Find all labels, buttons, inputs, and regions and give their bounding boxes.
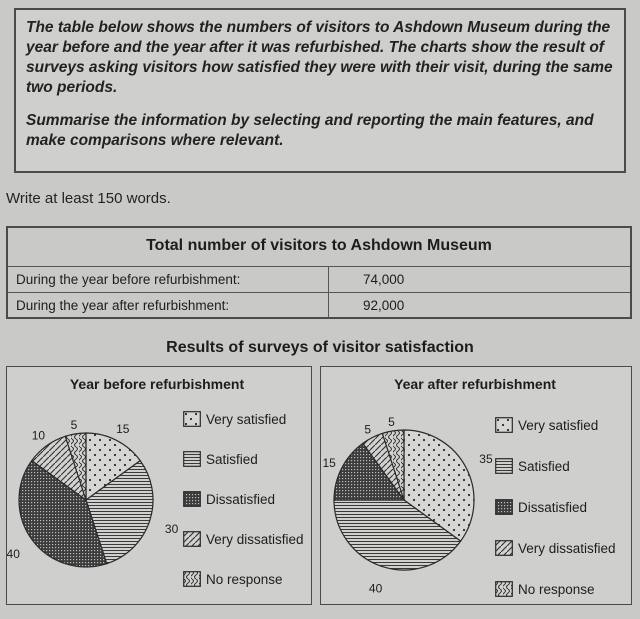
legend-label: Very satisfied — [518, 417, 599, 433]
table-row-value: 92,000 — [363, 298, 405, 313]
table-title: Total number of visitors to Ashdown Museum — [8, 228, 630, 267]
data-label: 30 — [164, 521, 179, 536]
chart-title: Year after refurbishment — [394, 376, 556, 392]
legend-swatch — [495, 417, 513, 433]
table-row — [8, 293, 630, 318]
legend-swatch — [183, 411, 201, 427]
pie-chart — [321, 367, 633, 606]
legend-swatch — [495, 540, 513, 556]
legend-item-dissatisfied — [495, 499, 587, 515]
legend-label: Dissatisfied — [518, 499, 588, 515]
legend-swatch — [183, 531, 201, 547]
chart-panel-after — [320, 366, 632, 605]
data-label: 35 — [479, 452, 493, 467]
legend-item-no-response — [183, 571, 283, 587]
legend-item-very-dissatisfied — [495, 540, 616, 556]
legend-label: Very dissatisfied — [518, 540, 616, 556]
data-label: 15 — [116, 421, 130, 436]
legend-label: No response — [518, 581, 595, 597]
task-prompt-box — [14, 8, 626, 173]
legend-swatch — [495, 458, 513, 474]
word-count-instruction: Write at least 150 words. — [6, 190, 171, 207]
legend-item-very-satisfied — [183, 411, 286, 427]
data-label: 40 — [7, 546, 20, 561]
legend-label: Very dissatisfied — [206, 531, 304, 547]
legend-item-dissatisfied — [183, 491, 275, 507]
legend-label: Very satisfied — [206, 411, 287, 427]
data-label: 40 — [368, 581, 383, 596]
legend-swatch — [183, 571, 201, 587]
legend-swatch — [495, 581, 513, 597]
table-row — [8, 267, 630, 293]
legend-label: Satisfied — [518, 458, 570, 474]
legend-label: Satisfied — [206, 451, 258, 467]
table-row-label: During the year after refurbishment: — [8, 293, 329, 318]
chart-panel-before — [6, 366, 312, 605]
legend-item-satisfied — [183, 451, 258, 467]
data-label: 5 — [388, 414, 395, 429]
legend-label: No response — [206, 571, 283, 587]
table-row-label: During the year before refurbishment: — [8, 267, 329, 292]
data-label: 10 — [31, 428, 46, 443]
surveys-title: Results of surveys of visitor satisfaction — [166, 339, 474, 356]
visitor-table — [6, 226, 632, 319]
task-instruction: Summarise the information by selecting and reporting the main features, and make comparisons where relevant. — [26, 112, 594, 149]
legend-item-no-response — [495, 581, 595, 597]
task-description: The table below shows the numbers of visitors to Ashdown Museum during the year before and the year after it was refurbished. The charts show the result of surveys asking visitors how satisfied they were with their visit, during the same two periods. — [26, 19, 613, 96]
data-label: 5 — [364, 422, 372, 437]
legend-swatch — [495, 499, 513, 515]
data-label: 5 — [70, 417, 78, 432]
table-row-value: 74,000 — [363, 272, 405, 287]
legend-item-very-satisfied — [495, 417, 598, 433]
legend-item-satisfied — [495, 458, 570, 474]
legend-swatch — [183, 451, 201, 467]
legend-swatch — [183, 491, 201, 507]
legend-item-very-dissatisfied — [183, 531, 304, 547]
data-label: 15 — [322, 455, 336, 470]
legend-label: Dissatisfied — [206, 491, 276, 507]
chart-title: Year before refurbishment — [69, 376, 245, 392]
